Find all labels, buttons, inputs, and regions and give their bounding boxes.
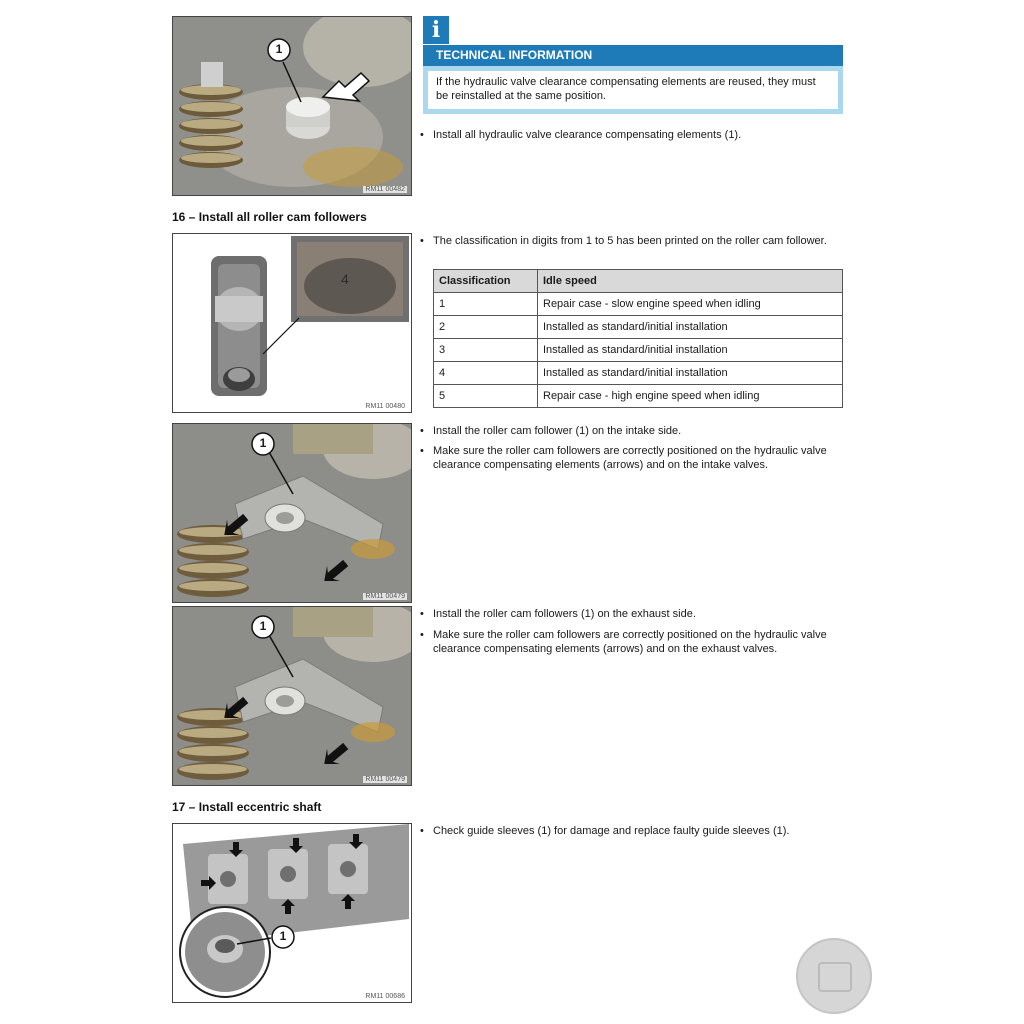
table-row — [434, 362, 843, 385]
bullet-check-exhaust-position: • Make sure the roller cam followers are correctly positioned on the hydraulic valve clearance compensating elements (arrows) and on the exhaust valves. — [420, 628, 853, 656]
callout-number: 1 — [275, 42, 283, 56]
intake-roller-follower-illustration — [173, 424, 411, 602]
table-row — [434, 339, 843, 362]
technical-information-box — [423, 16, 843, 114]
table-row — [434, 316, 843, 339]
svg-text:4: 4 — [341, 271, 349, 287]
bullet-classification-printed: • The classification in digits from 1 to 5 has been printed on the roller cam follower. — [420, 234, 853, 248]
info-title: TECHNICAL INFORMATION — [423, 45, 843, 66]
bullet-install-intake: • Install the roller cam follower (1) on the intake side. — [420, 424, 853, 438]
figure-hydraulic-element-photo — [172, 16, 412, 196]
info-text: If the hydraulic valve clearance compensating elements are reused, they must be reinstalled at the same position. — [423, 66, 843, 114]
figure-exhaust-side-photo — [172, 606, 412, 786]
info-icon: i — [423, 16, 449, 44]
classification-table — [433, 269, 843, 408]
figure-code: RM11 00686 — [365, 993, 405, 1000]
table-cell: 4 — [434, 362, 538, 385]
figure-eccentric-shaft-photo — [172, 823, 412, 1003]
callout-number: 1 — [259, 619, 267, 633]
callout-number: 1 — [279, 929, 287, 943]
figure-intake-side-photo — [172, 423, 412, 603]
table-cell: 3 — [434, 339, 538, 362]
table-cell: Installed as standard/initial installation — [538, 316, 843, 339]
table-cell: 2 — [434, 316, 538, 339]
watermark-seal-icon — [796, 938, 872, 1014]
bullet-install-hydraulic-elements: • Install all hydraulic valve clearance compensating elements (1). — [420, 128, 853, 142]
cylinder-head-illustration — [173, 824, 411, 1002]
table-cell: Repair case - high engine speed when idling — [538, 385, 843, 408]
figure-code: RM11 00482 — [365, 186, 405, 193]
figure-code: RM11 00480 — [365, 403, 405, 410]
table-header-row — [434, 270, 843, 293]
column-header: Idle speed — [538, 270, 843, 293]
step-17-heading: 17 – Install eccentric shaft — [172, 800, 322, 814]
figure-code: RM11 00479 — [365, 593, 405, 600]
bullet-check-guide-sleeves: • Check guide sleeves (1) for damage and replace faulty guide sleeves (1). — [420, 824, 853, 838]
table-row — [434, 293, 843, 316]
step-16-heading: 16 – Install all roller cam followers — [172, 210, 367, 224]
roller-cam-follower-illustration — [173, 234, 411, 412]
valve-train-illustration — [173, 17, 411, 195]
figure-roller-cam-follower-photo — [172, 233, 412, 413]
table-cell: Repair case - slow engine speed when idling — [538, 293, 843, 316]
table-cell: Installed as standard/initial installation — [538, 339, 843, 362]
bullet-check-intake-position: • Make sure the roller cam followers are correctly positioned on the hydraulic valve clearance compensating elements (arrows) and on the intake valves. — [420, 444, 853, 472]
table-cell: Installed as standard/initial installation — [538, 362, 843, 385]
table-cell: 5 — [434, 385, 538, 408]
exhaust-roller-follower-illustration — [173, 607, 411, 785]
figure-code: RM11 00479 — [365, 776, 405, 783]
table-row — [434, 385, 843, 408]
table-cell: 1 — [434, 293, 538, 316]
column-header: Classification — [434, 270, 538, 293]
bullet-install-exhaust: • Install the roller cam followers (1) on the exhaust side. — [420, 607, 853, 621]
callout-number: 1 — [259, 436, 267, 450]
